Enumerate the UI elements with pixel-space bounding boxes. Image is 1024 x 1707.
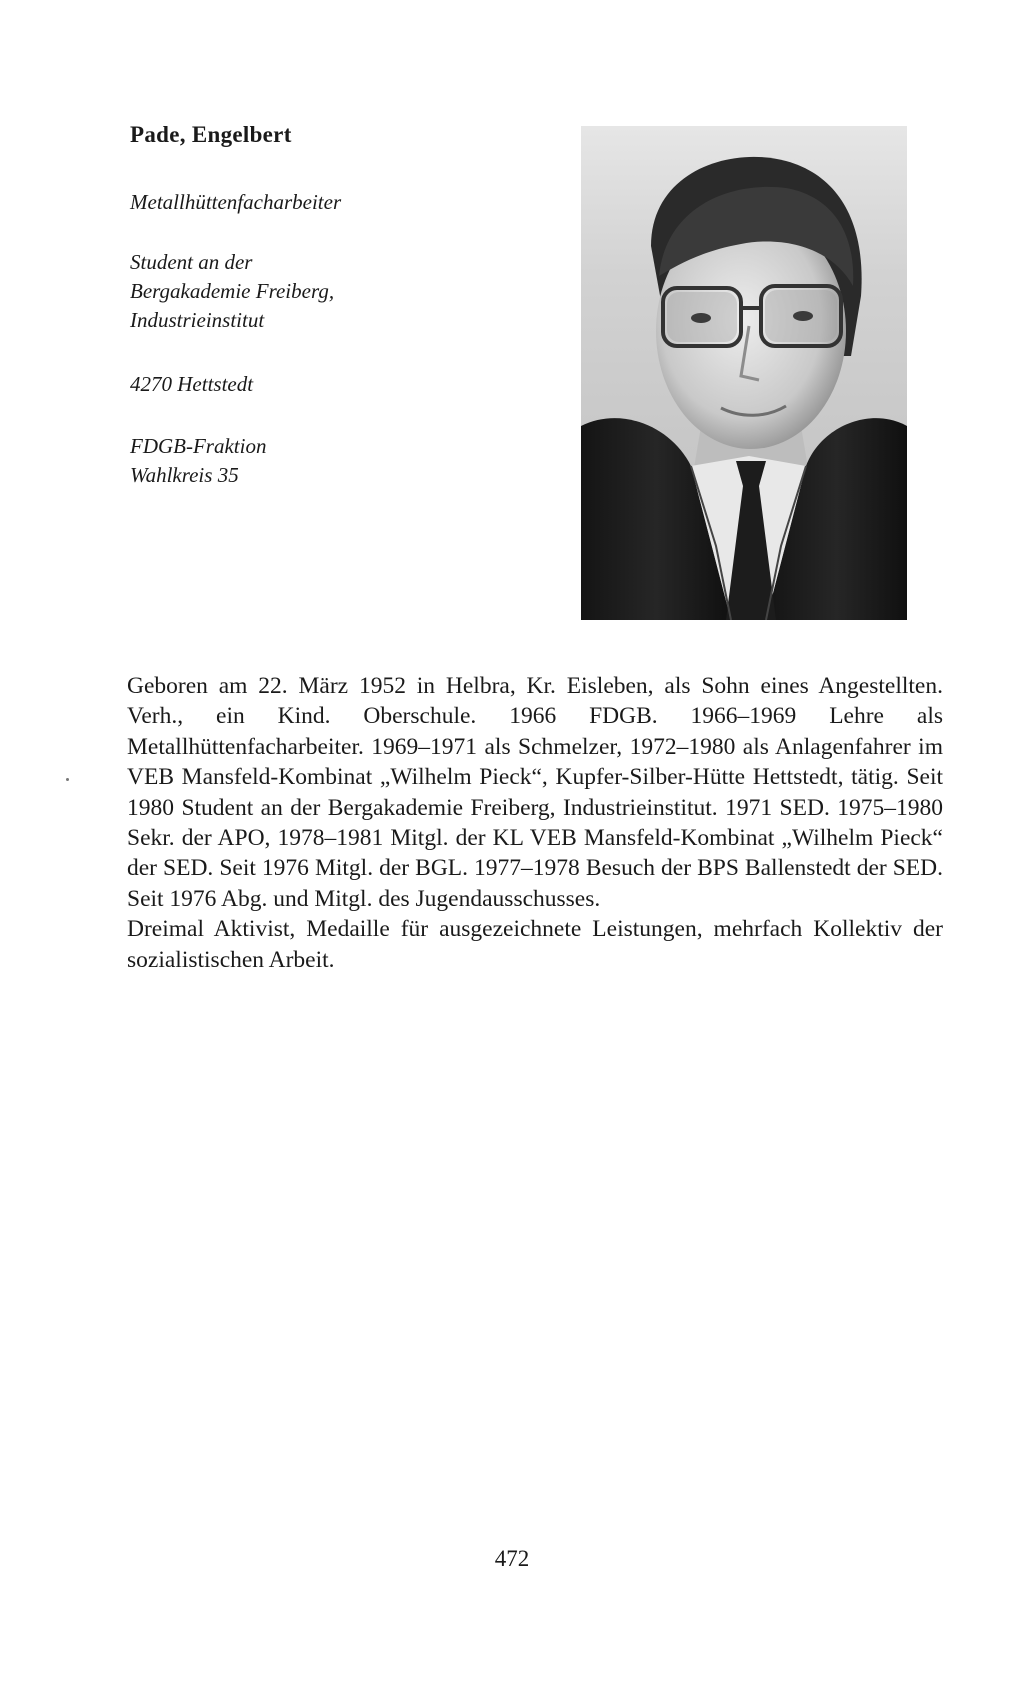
entry-position: [130, 248, 334, 335]
portrait-photo: [581, 126, 907, 620]
biography: [127, 671, 943, 975]
faction-line-1: FDGB-Fraktion: [130, 434, 267, 458]
entry-address: [130, 370, 253, 399]
profession-line: Metallhüttenfacharbeiter: [130, 190, 342, 214]
position-line-1: Student an der: [130, 250, 253, 274]
scan-speck: [66, 778, 69, 781]
position-line-3: Industrieinstitut: [130, 308, 265, 332]
entry-faction: [130, 432, 266, 490]
biography-paragraph-1: Geboren am 22. März 1952 in Helbra, Kr. Eisleben, als Sohn eines Angestellten. Verh., ein Kind. Oberschule. 1966 FDGB. 1966–1969 Lehre als Metallhüttenfacharbeiter. 1969–1971 als Schmelzer, 1972–1980 als Anlagenfahrer im VEB Mansfeld-Kombinat „Wilhelm Pieck“, Kupfer-Silber-Hütte Hettstedt, tätig. Seit 1980 Student an der Bergakademie Freiberg, Industrieinstitut. 1971 SED. 1975–1980 Sekr. der APO, 1978–1981 Mitgl. der KL VEB Mansfeld-Kombinat „Wilhelm Pieck“ der SED. Seit 1976 Mitgl. der BGL. 1977–1978 Besuch der BPS Ballenstedt der SED. Seit 1976 Abg. und Mitgl. des Jugendausschusses.: [127, 673, 943, 912]
biography-paragraph-2: Dreimal Aktivist, Medaille für ausgezeichnete Leistungen, mehrfach Kollektiv der sozialistischen Arbeit.: [127, 916, 943, 973]
entry-profession: [130, 188, 341, 217]
portrait-photo-image: [581, 126, 907, 620]
page-number: 472: [494, 1546, 530, 1571]
entry-name: Pade, Engelbert: [130, 122, 292, 147]
position-line-2: Bergakademie Freiberg,: [130, 279, 335, 303]
faction-line-2: Wahlkreis 35: [130, 463, 239, 487]
address-line: 4270 Hettstedt: [130, 372, 254, 396]
